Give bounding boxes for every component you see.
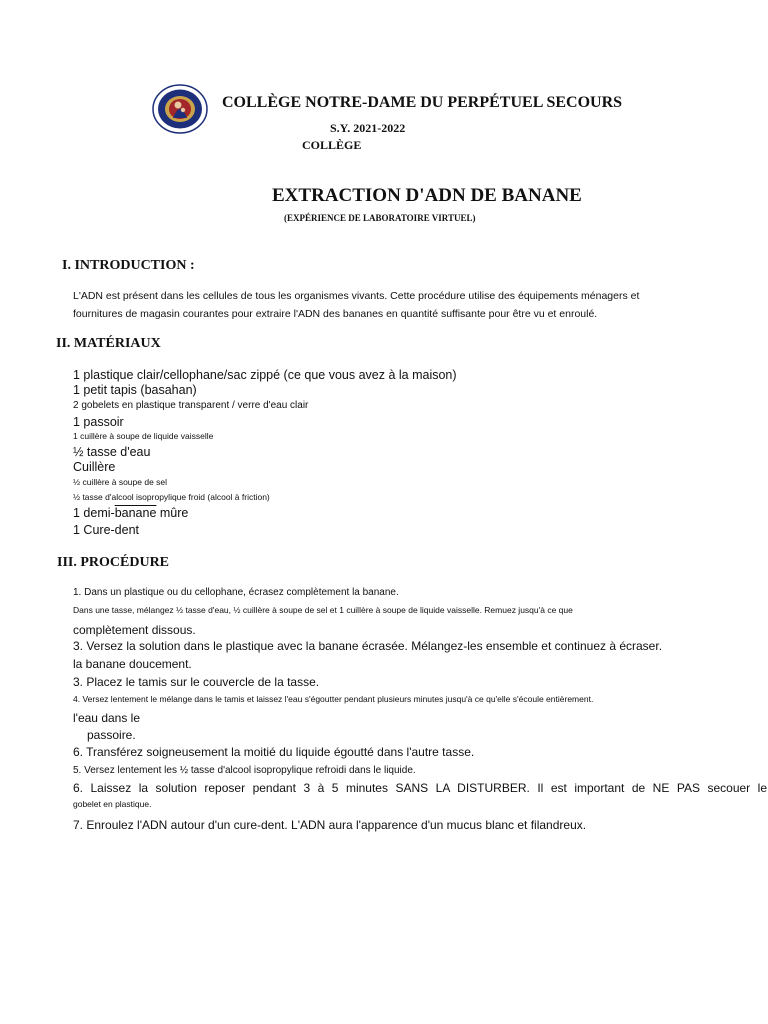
school-seal-logo bbox=[152, 84, 208, 134]
materials-item: 1 passoir bbox=[73, 415, 124, 429]
introduction-line: L'ADN est présent dans les cellules de tous les organismes vivants. Cette procédure utilise des équipements ménagers et bbox=[73, 290, 640, 302]
materials-item: ½ cuillère à soupe de sel bbox=[73, 477, 168, 487]
introduction-heading: I. INTRODUCTION : bbox=[62, 258, 195, 273]
procedure-line: complètement dissous. bbox=[73, 623, 196, 637]
materials-item: 1 cuillère à soupe de liquide vaisselle bbox=[73, 431, 214, 441]
materials-item: 1 plastique clair/cellophane/sac zippé (ce que vous avez à la maison) bbox=[73, 368, 457, 382]
materials-heading: II. MATÉRIAUX bbox=[56, 336, 161, 351]
procedure-line: gobelet en plastique. bbox=[73, 799, 152, 809]
school-name: COLLÈGE NOTRE-DAME DU PERPÉTUEL SECOURS bbox=[222, 94, 623, 111]
procedure-line: 3. Versez la solution dans le plastique avec la banane écrasée. Mélangez-les ensemble et continuez à écraser. bbox=[73, 639, 663, 653]
procedure-line: la banane doucement. bbox=[73, 657, 192, 671]
procedure-line: 7. Enroulez l'ADN autour d'un cure-dent. L'ADN aura l'apparence d'un mucus blanc et filandreux. bbox=[73, 818, 587, 832]
school-level: COLLÈGE bbox=[302, 138, 362, 152]
materials-item-part: banane bbox=[114, 506, 157, 520]
procedure-line: 1. Dans un plastique ou du cellophane, écrasez complètement la banane. bbox=[73, 587, 399, 598]
materials-item: Cuillère bbox=[73, 460, 116, 474]
procedure-line: passoire. bbox=[87, 728, 136, 742]
introduction-line: fournitures de magasin courantes pour extraire l'ADN des bananes en quantité suffisante pour être vu et enroulé. bbox=[73, 308, 598, 320]
materials-item: ½ tasse d'eau bbox=[73, 445, 151, 459]
procedure-line: 3. Placez le tamis sur le couvercle de la tasse. bbox=[73, 675, 320, 689]
procedure-line: Dans une tasse, mélangez ½ tasse d'eau, ½ cuillère à soupe de sel et 1 cuillère à soupe de liquide vaisselle. Remuez jusqu'à ce que bbox=[73, 605, 573, 615]
materials-item: ½ tasse d'alcool isopropylique froid (alcool à friction) bbox=[73, 492, 270, 502]
procedure-line: 6. Laissez la solution reposer pendant 3 à 5 minutes SANS LA DISTURBER. Il est important de NE PAS secouer le bbox=[73, 781, 767, 795]
materials-item-part: mûre bbox=[156, 506, 189, 520]
document-title: EXTRACTION D'ADN DE BANANE bbox=[272, 185, 582, 206]
procedure-line: 6. Transférez soigneusement la moitié du liquide égoutté dans l'autre tasse. bbox=[73, 745, 475, 759]
procedure-line: 5. Versez lentement les ½ tasse d'alcool isopropylique refroidi dans le liquide. bbox=[73, 765, 416, 776]
document-subtitle: (EXPÉRIENCE DE LABORATOIRE VIRTUEL) bbox=[284, 213, 476, 223]
procedure-line: 4. Versez lentement le mélange dans le tamis et laissez l'eau s'égoutter pendant plusieurs minutes jusqu'à ce qu'elle s'écoule entièrement. bbox=[73, 694, 594, 704]
materials-item: 2 gobelets en plastique transparent / verre d'eau clair bbox=[73, 400, 309, 411]
school-year: S.Y. 2021-2022 bbox=[330, 121, 406, 135]
materials-item: 1 petit tapis (basahan) bbox=[73, 383, 197, 397]
procedure-line: l'eau dans le bbox=[73, 711, 141, 725]
procedure-heading: III. PROCÉDURE bbox=[57, 555, 170, 570]
materials-item bbox=[73, 506, 188, 520]
materials-item-part: 1 demi- bbox=[73, 506, 115, 520]
materials-item: 1 Cure-dent bbox=[73, 523, 140, 537]
